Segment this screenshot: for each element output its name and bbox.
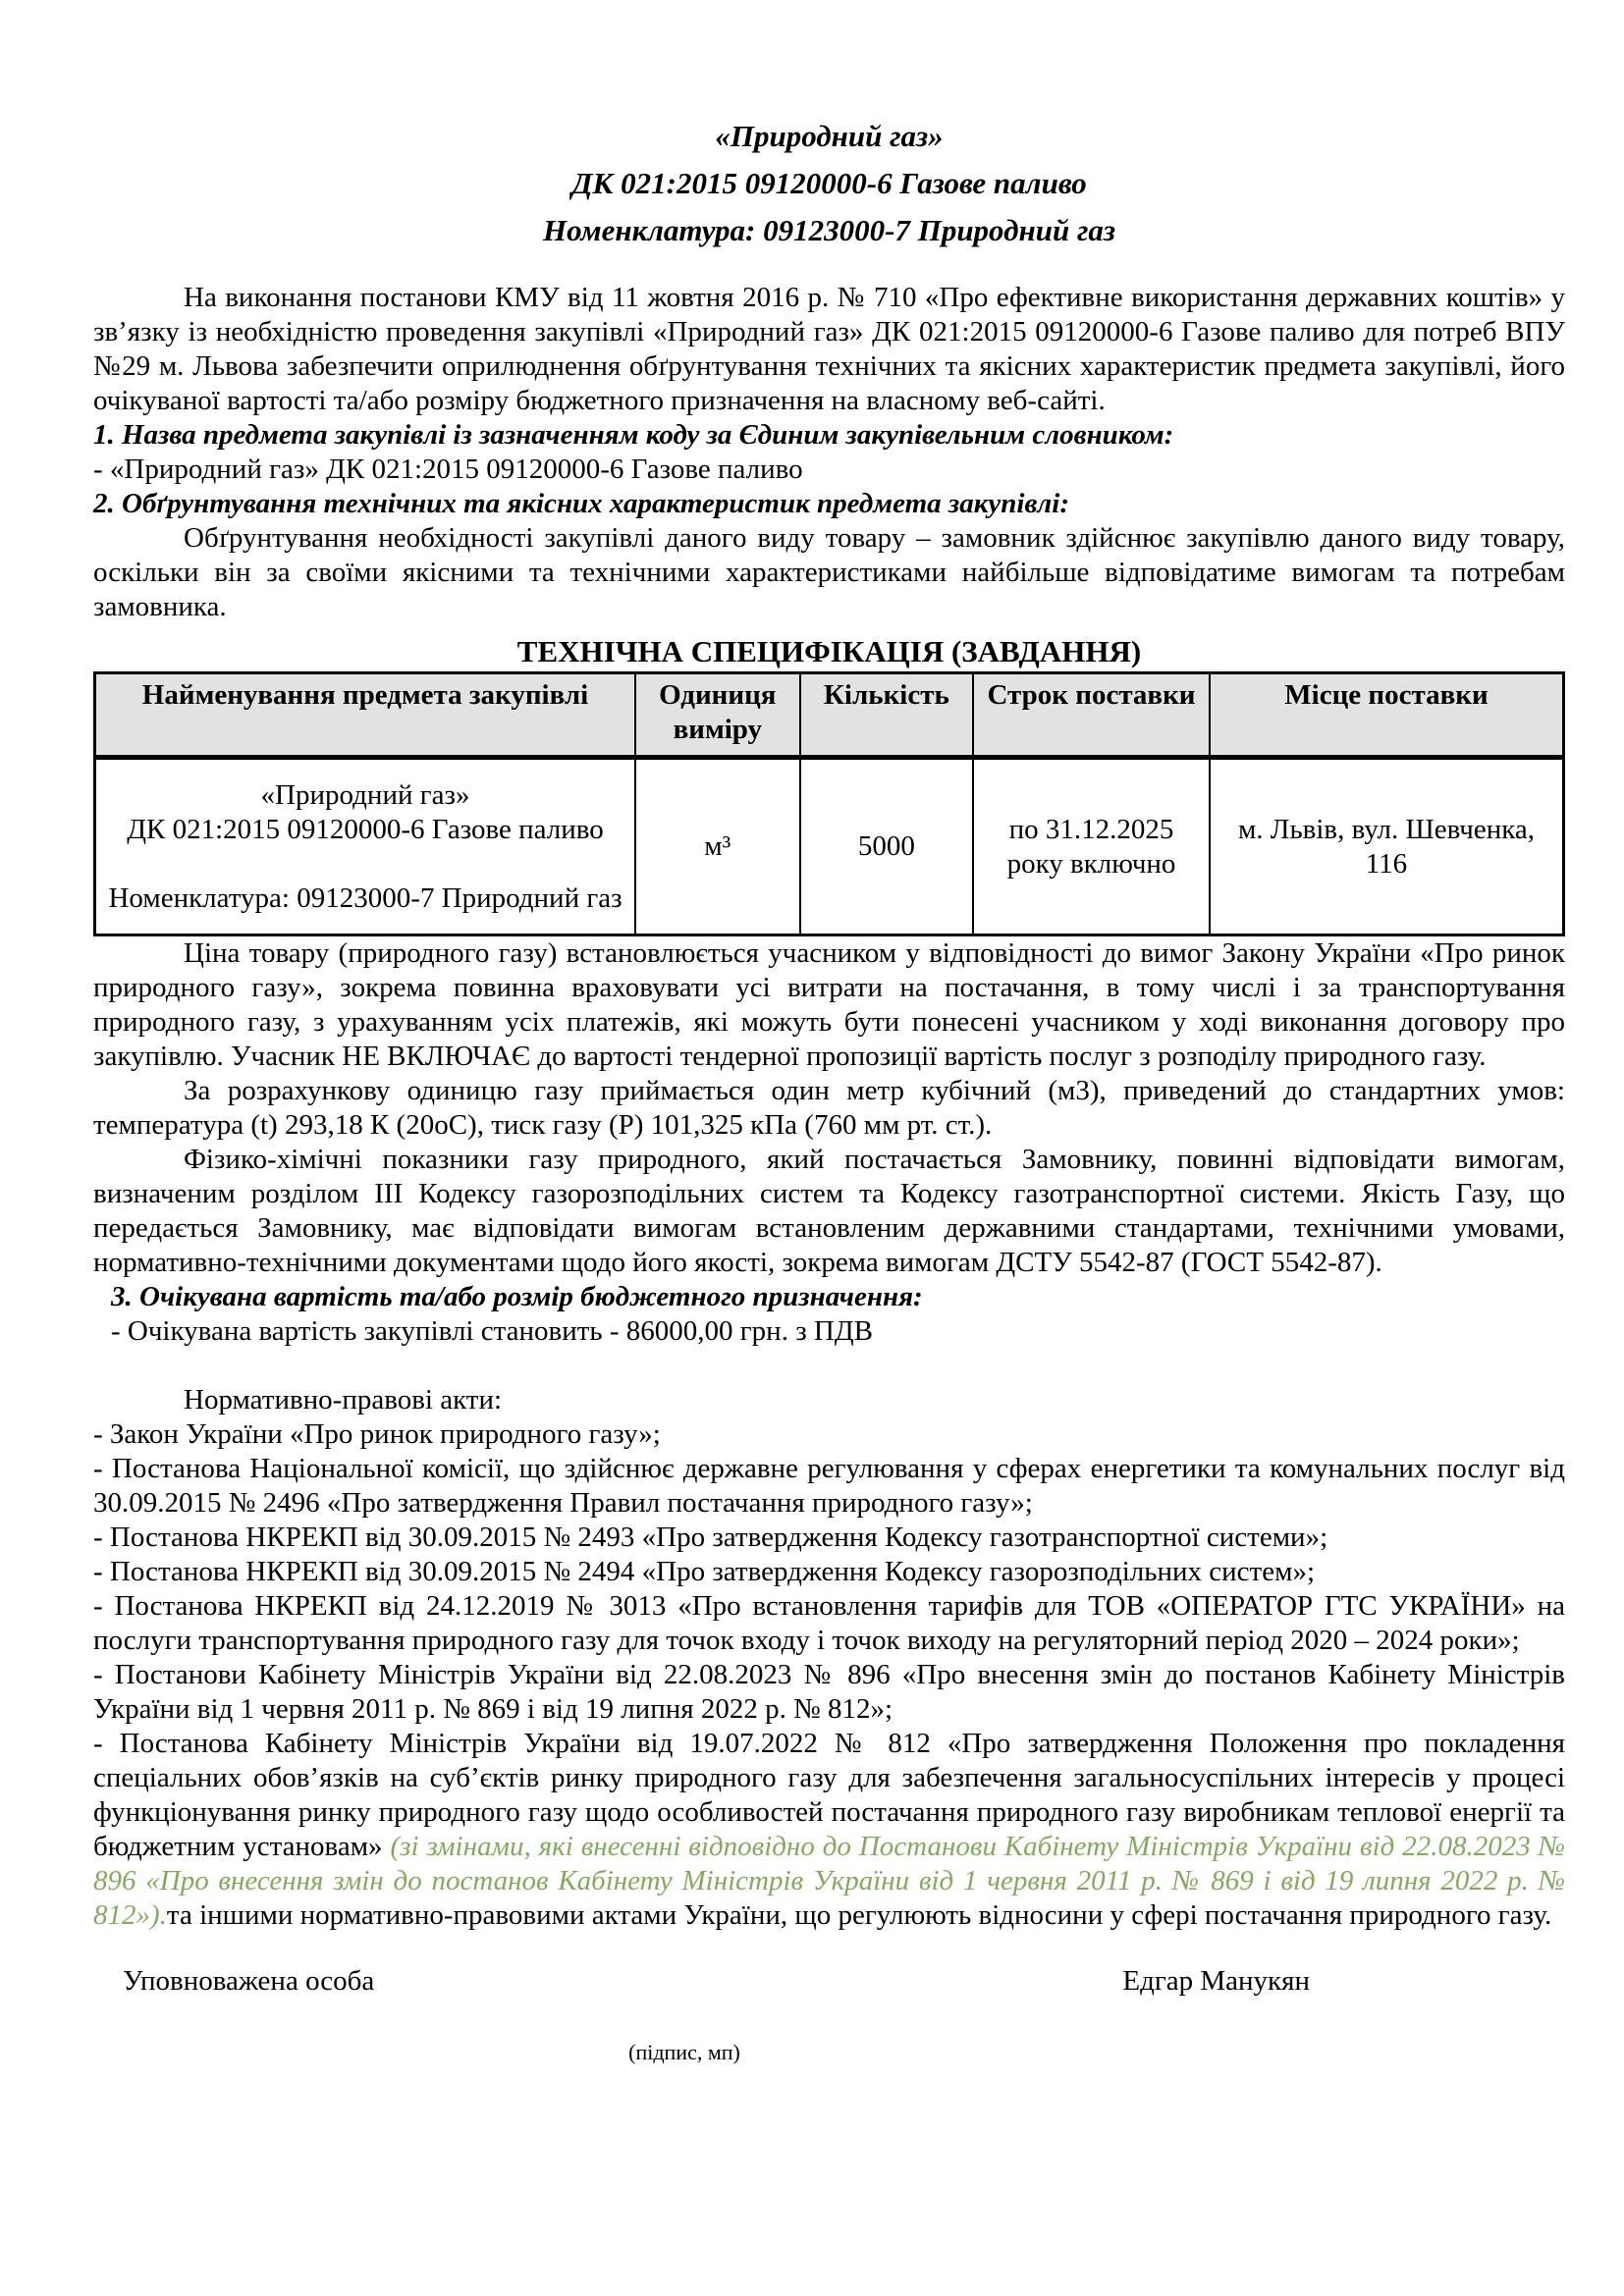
col-header-unit: Одиниця виміру	[635, 673, 800, 758]
cell-quantity: 5000	[800, 758, 974, 935]
section-2-body: Обґрунтування необхідності закупівлі даного виду товару – замовник здійснює закупівлю даного виду товару, оскільки він за своїми якісними та технічними характеристиками найбільше відповідатиме вимогам та потребам замовника.	[93, 522, 1565, 622]
item-name-line-3	[102, 847, 628, 881]
norm-act-item: - Постанови Кабінету Міністрів України від 22.08.2023 № 896 «Про внесення змін до постанов Кабінету Міністрів України від 1 червня 2011 р. № 869 і від 19 липня 2022 р. № 812»;	[93, 1659, 1565, 1725]
spec-table-header-row	[95, 673, 1564, 758]
cell-term: по 31.12.2025 року включно	[973, 758, 1210, 935]
norm-act-item: - Постанова Національної комісії, що здійснює державне регулювання у сферах енергетики та комунальних послуг від 30.09.2015 № 2496 «Про затвердження Правил постачання природного газу»;	[93, 1453, 1565, 1519]
cell-item-name	[95, 758, 636, 935]
section-3-heading: 3. Очікувана вартість та/або розмір бюджетного призначення:	[111, 1281, 923, 1312]
norm-act-item: - Постанова НКРЕКП від 30.09.2015 № 2494 «Про затвердження Кодексу газорозподільних систем»;	[93, 1556, 1315, 1587]
norm-act-item: - Закон України «Про ринок природного газу»;	[93, 1418, 661, 1450]
norm-act-item-last	[93, 1727, 1565, 1933]
quality-paragraph: Фізико-хімічні показники газу природного, який постачається Замовнику, повинні відповідати вимогам, визначеним розділом ІІІ Кодексу газорозподільних систем та Кодексу газотранспортної системи. Якість Газу, що передається Замовнику, має відповідати вимогам встановленим державними стандартами, технічними умовами, нормативно-технічними документами щодо його якості, зокрема вимогам ДСТУ 5542-87 (ГОСТ 5542-87).	[93, 1144, 1565, 1278]
title-line-3: Номенклатура: 09123000-7 Природний газ	[542, 213, 1116, 247]
spec-table-row	[95, 758, 1564, 935]
section-1-item: - «Природний газ» ДК 021:2015 09120000-6 Газове паливо	[93, 454, 803, 485]
title-line-1: «Природний газ»	[715, 119, 944, 153]
item-name-line-4: Номенклатура: 09123000-7 Природний газ	[108, 881, 623, 914]
cell-unit: м³	[635, 758, 800, 935]
norm-act-last-green-amendment: (зі змінами, які внесенні відповідно до Постанови Кабінету Міністрів України від 22.08.2023 № 896 «Про внесення змін до постанов Кабінету Міністрів України від 1 червня 2011 р. № 869 і від 19 липня 2022 р. № 812»).	[93, 1831, 1565, 1931]
signature-role: Уповноважена особа	[123, 1965, 375, 1997]
item-name-line-2: ДК 021:2015 09120000-6 Газове паливо	[127, 813, 604, 845]
col-header-term: Строк поставки	[973, 673, 1210, 758]
col-header-name: Найменування предмета закупівлі	[95, 673, 636, 758]
spec-table-title: ТЕХНІЧНА СПЕЦИФІКАЦІЯ (ЗАВДАННЯ)	[516, 634, 1142, 668]
document-page	[93, 113, 1565, 2065]
section-3-item: - Очікувана вартість закупівлі становить - 86000,00 грн. з ПДВ	[111, 1315, 873, 1347]
intro-paragraph: На виконання постанови КМУ від 11 жовтня 2016 р. № 710 «Про ефективне використання державних коштів» у зв’язку із необхідністю проведення закупівлі «Природний газ» ДК 021:2015 09120000-6 Газове паливо для потреб ВПУ №29 м. Львова забезпечити оприлюднення обґрунтування технічних та якісних характеристик предмета закупівлі, його очікуваної вартості та/або розміру бюджетного призначення на власному веб-сайті.	[93, 282, 1565, 416]
item-name-line-1: «Природний газ»	[260, 778, 470, 811]
signature-name: Едгар Манукян	[1122, 1965, 1310, 1997]
signature-row	[93, 1964, 1565, 1999]
norm-act-last-black-part: - Постанова Кабінету Міністрів України від 19.07.2022 № 812 «Про затвердження Положення про покладення спеціальних обов’язків на суб’єктів ринку природного газу для забезпечення загальносуспільних інтересів у процесі функціонування ринку природного газу щодо особливостей постачання природного газу виробникам теплової енергії та бюджетним установам»	[93, 1728, 1565, 1862]
title-line-2: ДК 021:2015 09120000-6 Газове паливо	[571, 166, 1087, 200]
price-paragraph: Ціна товару (природного газу) встановлюється учасником у відповідності до вимог Закону України «Про ринок природного газу», зокрема повинна враховувати усі витрати на постачання, в тому числі і за транспортування природного газу, з урахуванням усіх платежів, які можуть бути понесені учасником у ході виконання договору про закупівлю. Учасник НЕ ВКЛЮЧАЄ до вартості тендерної пропозиції вартість послуг з розподілу природного газу.	[93, 937, 1565, 1072]
section-1-heading: 1. Назва предмета закупівлі із зазначенням коду за Єдиним закупівельним словником:	[93, 419, 1174, 451]
col-header-place: Місце поставки	[1210, 673, 1564, 758]
norm-act-item: - Постанова НКРЕКП від 30.09.2015 № 2493 «Про затвердження Кодексу газотранспортної системи»;	[93, 1522, 1328, 1553]
norm-acts-label: Нормативно-правові акти:	[184, 1384, 503, 1415]
cell-place: м. Львів, вул. Шевченка, 116	[1210, 758, 1564, 935]
norm-act-item: - Постанова НКРЕКП від 24.12.2019 № 3013 «Про встановлення тарифів для ТОВ «ОПЕРАТОР ГТС УКРАЇНИ» на послуги транспортування природного газу для точок входу і точок виходу на регуляторний період 2020 – 2024 роки»;	[93, 1590, 1565, 1656]
col-header-quantity: Кількість	[800, 673, 974, 758]
document-title	[93, 113, 1565, 254]
signature-note: (підпис, мп)	[628, 2040, 740, 2064]
unit-paragraph: За розрахункову одиницю газу приймається один метр кубічний (м3), приведений до стандартних умов: температура (t) 293,18 К (20оС), тиск газу (Р) 101,325 кПа (760 мм рт. ст.).	[93, 1075, 1565, 1141]
section-2-heading: 2. Обґрунтування технічних та якісних характеристик предмета закупівлі:	[93, 488, 1070, 519]
norm-act-last-tail: та іншими нормативно-правовими актами України, що регулюють відносини у сфері постачання природного газу.	[166, 1899, 1552, 1931]
spec-table	[93, 671, 1565, 936]
